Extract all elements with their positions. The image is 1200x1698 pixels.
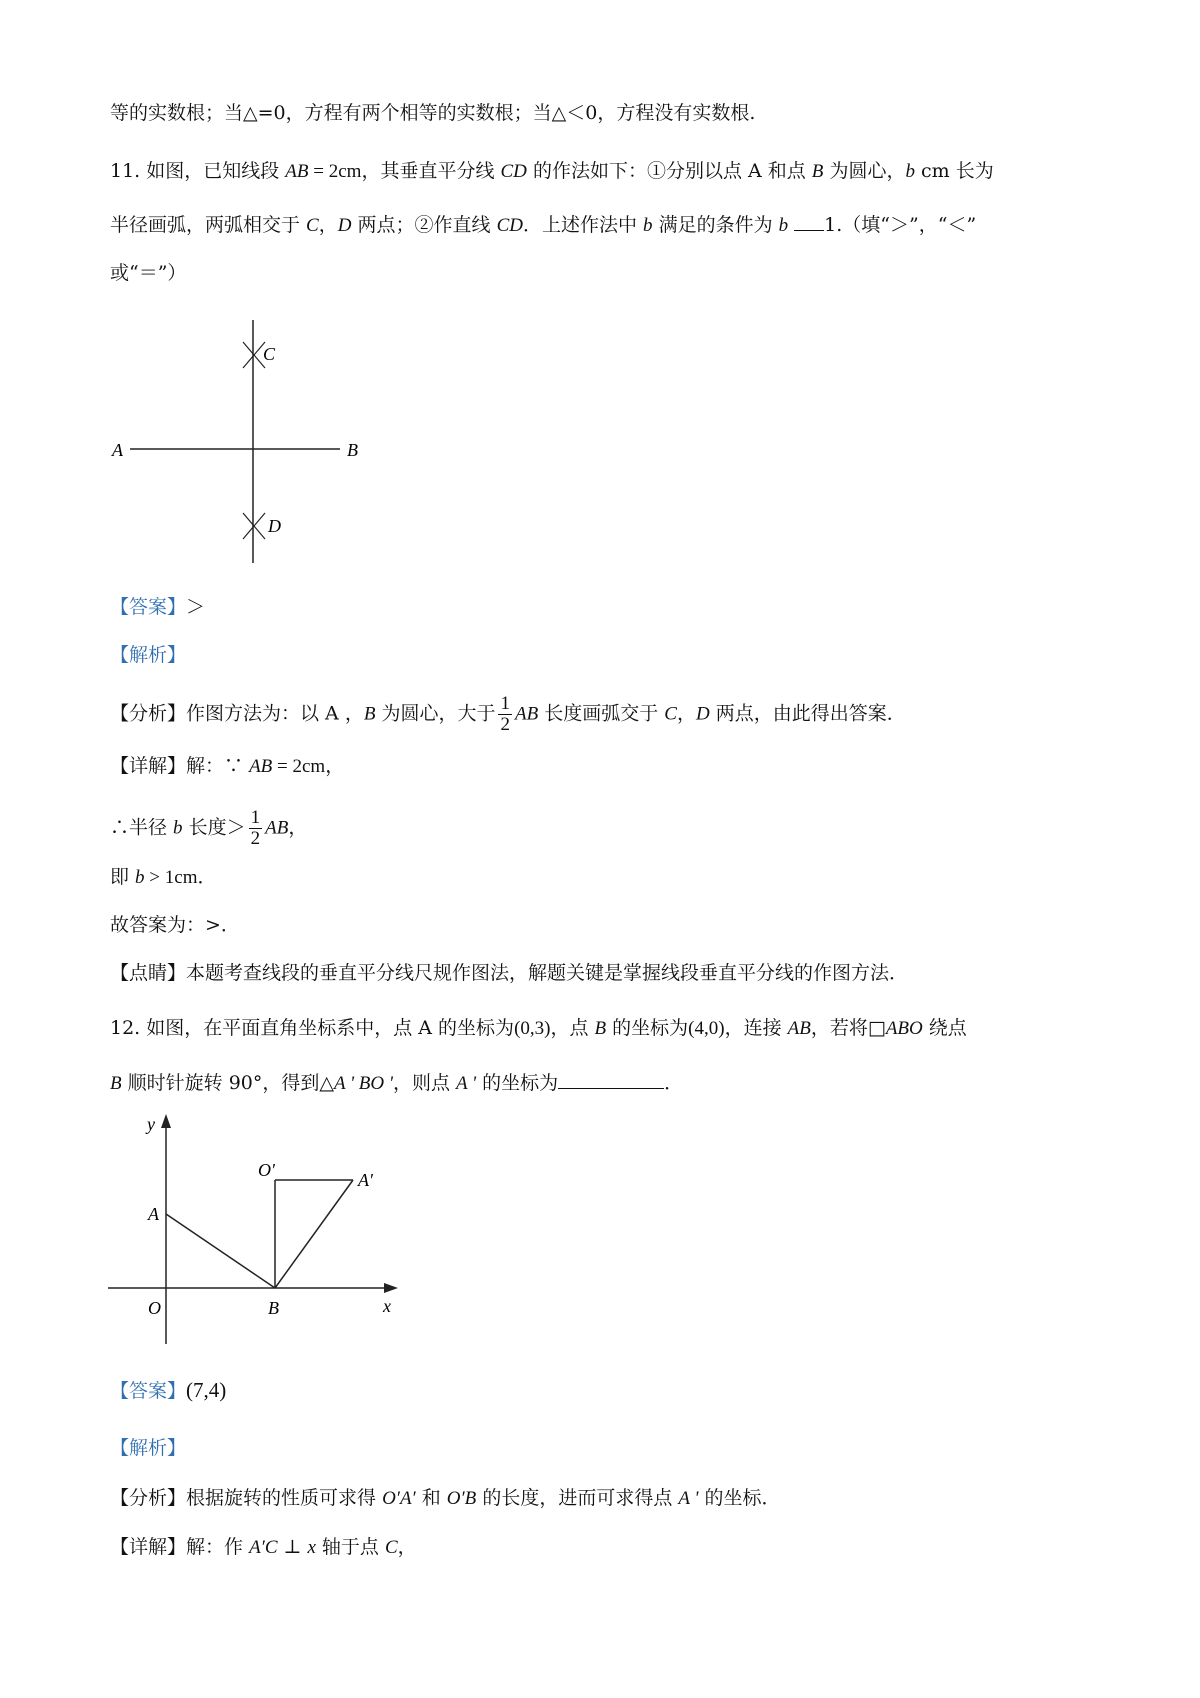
segment-ab: [166, 1214, 275, 1288]
q12-stem-line1: 12. 如图，在平面直角坐标系中，点 A 的坐标为(0,3)，点 B 的坐标为(4,0)，连接 AB，若将□ABO 绕点: [110, 1017, 967, 1039]
label-y: y: [147, 1114, 155, 1134]
answer-blank: [794, 230, 824, 231]
q11-xiangjie-line1: 【详解】解：∵ AB = 2cm，: [110, 755, 345, 777]
label-x: x: [383, 1296, 391, 1316]
y-axis-arrow: [161, 1114, 171, 1128]
q11-fenxi: 【分析】作图方法为：以 A ，B 为圆心，大于 $\frac{1}{2}$ AB 长度画弧交于 C，D 两点，由此得出答案．: [110, 693, 906, 735]
answer-blank: [558, 1088, 664, 1089]
q11-xiangjie-line2: ∴半径 b 长度＞ $\frac{1}{2}$ AB，: [110, 807, 308, 849]
q12-answer: 【答案】(7,4): [110, 1378, 227, 1402]
q12-stem-line2: B 顺时针旋转 90°，得到△A ' BO '，则点 A ' 的坐标为 ．: [110, 1072, 684, 1094]
label-a: A: [112, 440, 123, 460]
label-d: D: [268, 516, 281, 536]
q11-stem-line1: 11. 如图，已知线段 AB = 2cm，其垂直平分线 CD 的作法如下：①分别以点 A 和点 B 为圆心，b cm 长为: [110, 160, 994, 182]
label-c: C: [263, 344, 276, 364]
q11-perpendicular-bisector-figure: [100, 310, 400, 570]
label-o-prime: O′: [258, 1160, 275, 1180]
q12-analysis-heading: 【解析】: [110, 1437, 187, 1459]
segment-a-prime-b: [275, 1180, 353, 1288]
label-b: B: [268, 1298, 279, 1318]
fraction-half: $\frac{1}{2}$: [500, 693, 510, 735]
q11-dianjing: 【点睛】本题考查线段的垂直平分线尺规作图法，解题关键是掌握线段垂直平分线的作图方法．: [110, 962, 909, 984]
q11-answer: 【答案】＞: [110, 596, 206, 618]
x-axis-arrow: [384, 1283, 398, 1293]
q12-coordinate-figure: [100, 1108, 420, 1348]
paragraph-text: 等的实数根；当△=0，方程有两个相等的实数根；当△＜0，方程没有实数根.: [110, 102, 756, 124]
q11-xiangjie-line3: 即 b > 1cm．: [110, 866, 217, 888]
q11-stem-line3: 或“＝”）: [110, 262, 187, 284]
fraction-half: $\frac{1}{2}$: [250, 807, 261, 849]
q12-fenxi: 【分析】根据旋转的性质可求得 O′A′ 和 O′B 的长度，进而可求得点 A ' 的坐标．: [110, 1487, 781, 1509]
label-b: B: [347, 440, 358, 460]
q11-xiangjie-line4: 故答案为：>．: [110, 914, 240, 936]
label-o: O: [148, 1298, 161, 1318]
label-a-prime: A′: [358, 1170, 373, 1190]
q11-stem-line2: 半径画弧，两弧相交于 C，D 两点；②作直线 CD．上述作法中 b 满足的条件为 b 1.（填“＞”，“＜”: [110, 214, 977, 236]
label-a: A: [148, 1204, 159, 1224]
q12-xiangjie: 【详解】解：作 A′C ⊥ x 轴于点 C，: [110, 1536, 417, 1558]
q11-analysis-heading: 【解析】: [110, 644, 187, 666]
